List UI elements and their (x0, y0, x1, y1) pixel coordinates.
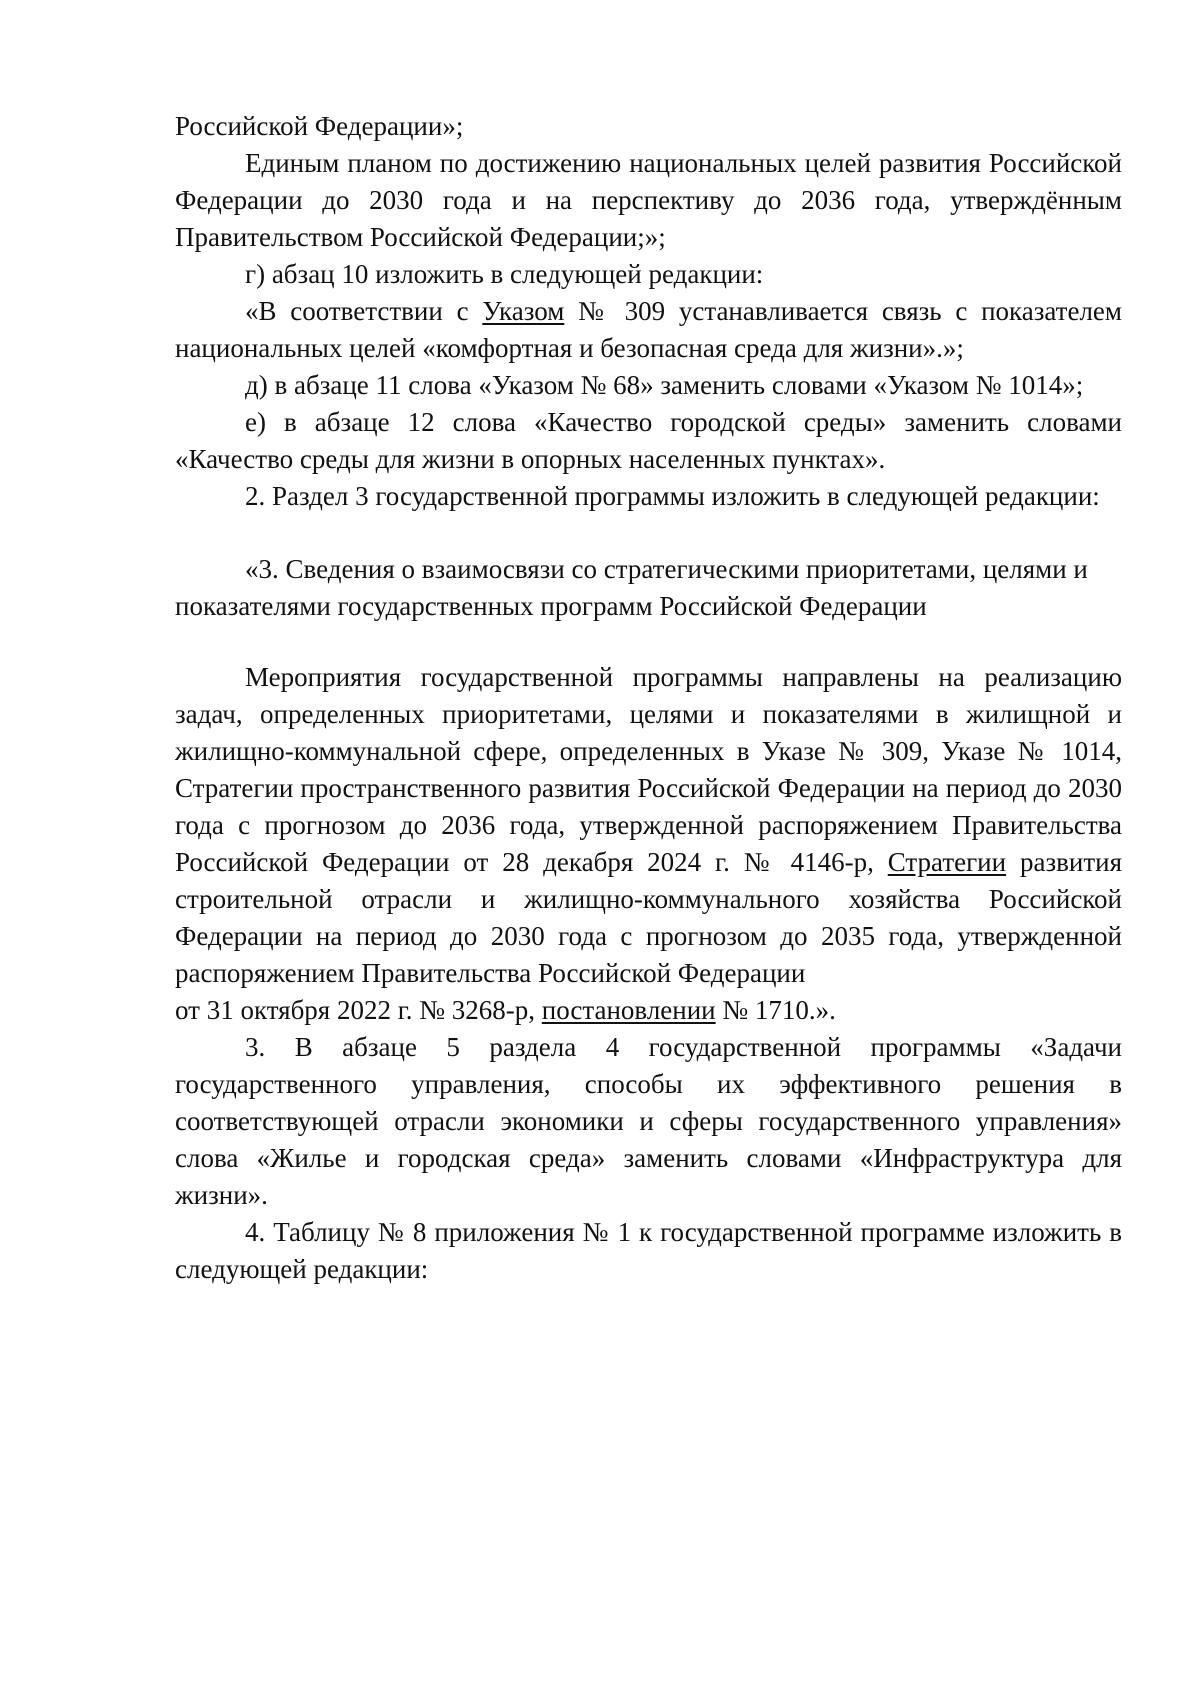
paragraph-measures (175, 659, 1122, 992)
paragraph-date-line (175, 992, 1122, 1029)
text-run: № 309 устанавливается связь с показателем национальных целей «комфортная и безопасная среда для жизни».»; (175, 296, 1122, 363)
paragraph-item-4: 4. Таблицу № 8 приложения № 1 к государственной программе изложить в следующей редакции: (175, 1217, 1122, 1284)
text-run: от 31 октября 2022 г. № 3268-р, (175, 995, 542, 1025)
decree-link[interactable]: Указом (482, 296, 565, 326)
paragraph-continuation: Российской Федерации»; (175, 111, 464, 141)
paragraph-item-e: е) в абзаце 12 слова «Качество городской среды» заменить словами «Качество среды для жизни в опорных населенных пунктах». (175, 407, 1122, 474)
spacer (175, 515, 1122, 551)
paragraph-item-d: д) в абзаце 11 слова «Указом № 68» заменить словами «Указом № 1014»; (245, 370, 1084, 400)
paragraph-unified-plan: Единым планом по достижению национальных целей развития Российской Федерации до 2030 года и на перспективу до 2036 года, утверждённым Правительством Российской Федерации;»; (175, 148, 1122, 252)
text-run: Мероприятия государственной программы направлены на реализацию задач, определенных приоритетами, целями и показателями в жилищной и жилищно-коммунальной сфере, определенных в Указе № 309, Указе № 1014, Стратегии пространственного развития Российской Федерации на период до 2030 года с прогнозом до 2036 года, утвержденной распоряжением Правительства Российской Федерации от 28 декабря 2024 г. № 4146-р, (175, 662, 1122, 877)
text-run: «В соответствии с (245, 296, 483, 326)
resolution-link[interactable]: постановлении (541, 995, 716, 1025)
strategy-link[interactable]: Стратегии (887, 847, 1007, 877)
paragraph-item-3: 3. В абзаце 5 раздела 4 государственной программы «Задачи государственного управления, способы их эффективного решения в соответствующей отрасли экономики и сферы государственного управления» слова «Жилье и городская среда» заменить словами «Инфраструктура для жизни». (175, 1032, 1122, 1210)
spacer (175, 625, 1122, 659)
paragraph-item-2: 2. Раздел 3 государственной программы изложить в следующей редакции: (245, 481, 1100, 511)
document-page (175, 108, 1122, 1288)
paragraph-item-g: г) абзац 10 изложить в следующей редакции: (245, 259, 764, 289)
text-run: развития строительной отрасли и жилищно-коммунального хозяйства Российской Федерации на период до 2030 года с прогнозом до 2035 года, утвержденной распоряжением Правительства Российской Федерации (175, 847, 1123, 988)
section-heading: «3. Сведения о взаимосвязи со стратегическими приоритетами, целями и показателями государственных программ Российской Федерации (175, 554, 1088, 621)
paragraph-quote-decree-309 (175, 293, 1122, 367)
text-run: № 1710.». (715, 995, 836, 1025)
